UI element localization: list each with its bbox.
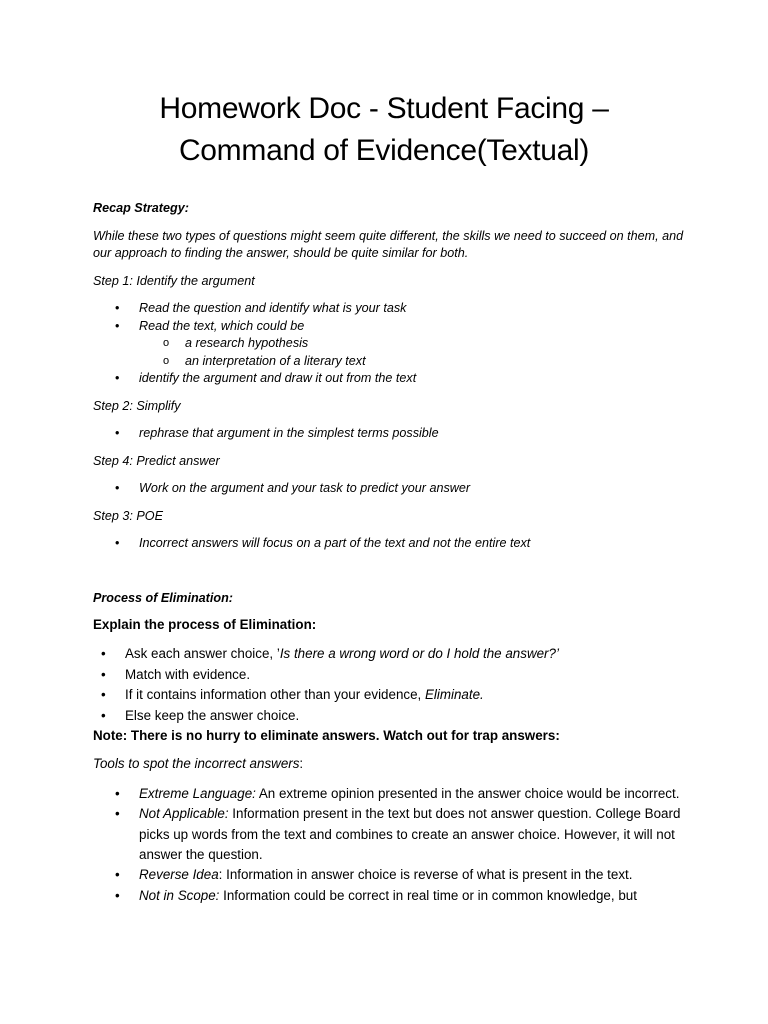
recap-intro: While these two types of questions might seem quite different, the skills we need to succeed on them, and our approach to finding the answer, should be quite similar for both.: [93, 228, 684, 260]
step3-list: [93, 535, 693, 553]
list-item: • Not in Scope: Information could be correct in real time or in common knowledge, but: [93, 886, 693, 906]
list-item: • Ask each answer choice, ’Is there a wrong word or do I hold the answer?’: [93, 644, 693, 664]
tools-list: [93, 784, 693, 906]
list-item: • Read the question and identify what is your task: [93, 300, 693, 318]
list-item: • identify the argument and draw it out from the text: [93, 370, 693, 388]
step1-list: [93, 300, 693, 388]
step4-label: Step 4: Predict answer: [93, 453, 220, 468]
step4-list: [93, 480, 693, 498]
list-item: o an interpretation of a literary text: [93, 353, 693, 371]
list-item: • Extreme Language: An extreme opinion presented in the answer choice would be incorrect.: [93, 784, 693, 804]
list-item: • Reverse Idea: Information in answer choice is reverse of what is present in the text.: [93, 865, 693, 885]
poe-steps-list: [93, 644, 693, 726]
document-body: [93, 200, 693, 906]
explain-heading: Explain the process of Elimination:: [93, 617, 317, 632]
document-title: [0, 88, 768, 172]
step3-label: Step 3: POE: [93, 508, 164, 523]
list-item: • If it contains information other than your evidence, Eliminate.: [93, 685, 693, 705]
list-item: • Work on the argument and your task to predict your answer: [93, 480, 693, 498]
list-item: • Match with evidence.: [93, 665, 693, 685]
list-item: • Incorrect answers will focus on a part of the text and not the entire text: [93, 535, 693, 553]
poe-heading: Process of Elimination:: [93, 590, 233, 605]
step2-list: [93, 425, 693, 443]
tools-heading: Tools to spot the incorrect answers:: [93, 756, 304, 772]
recap-heading: Recap Strategy:: [93, 201, 189, 215]
step2-label: Step 2: Simplify: [93, 398, 181, 413]
title-line-2: Command of Evidence(Textual): [178, 134, 590, 167]
list-item: • Read the text, which could be o a research hypothesis o an interpretation of a literary text: [93, 318, 693, 371]
list-item: • Not Applicable: Information present in the text but does not answer question. College Board picks up words from the text and combines to create an answer choice. However, it will not answer the question.: [93, 804, 693, 865]
step1-sublist: [139, 335, 693, 370]
list-item: • Else keep the answer choice.: [93, 706, 693, 726]
trap-note: Note: There is no hurry to eliminate answers. Watch out for trap answers:: [93, 728, 560, 744]
step1-label: Step 1: Identify the argument: [93, 273, 255, 288]
title-line-1: Homework Doc - Student Facing –: [159, 92, 609, 125]
list-item: • rephrase that argument in the simplest terms possible: [93, 425, 693, 443]
list-item: o a research hypothesis: [93, 335, 693, 353]
